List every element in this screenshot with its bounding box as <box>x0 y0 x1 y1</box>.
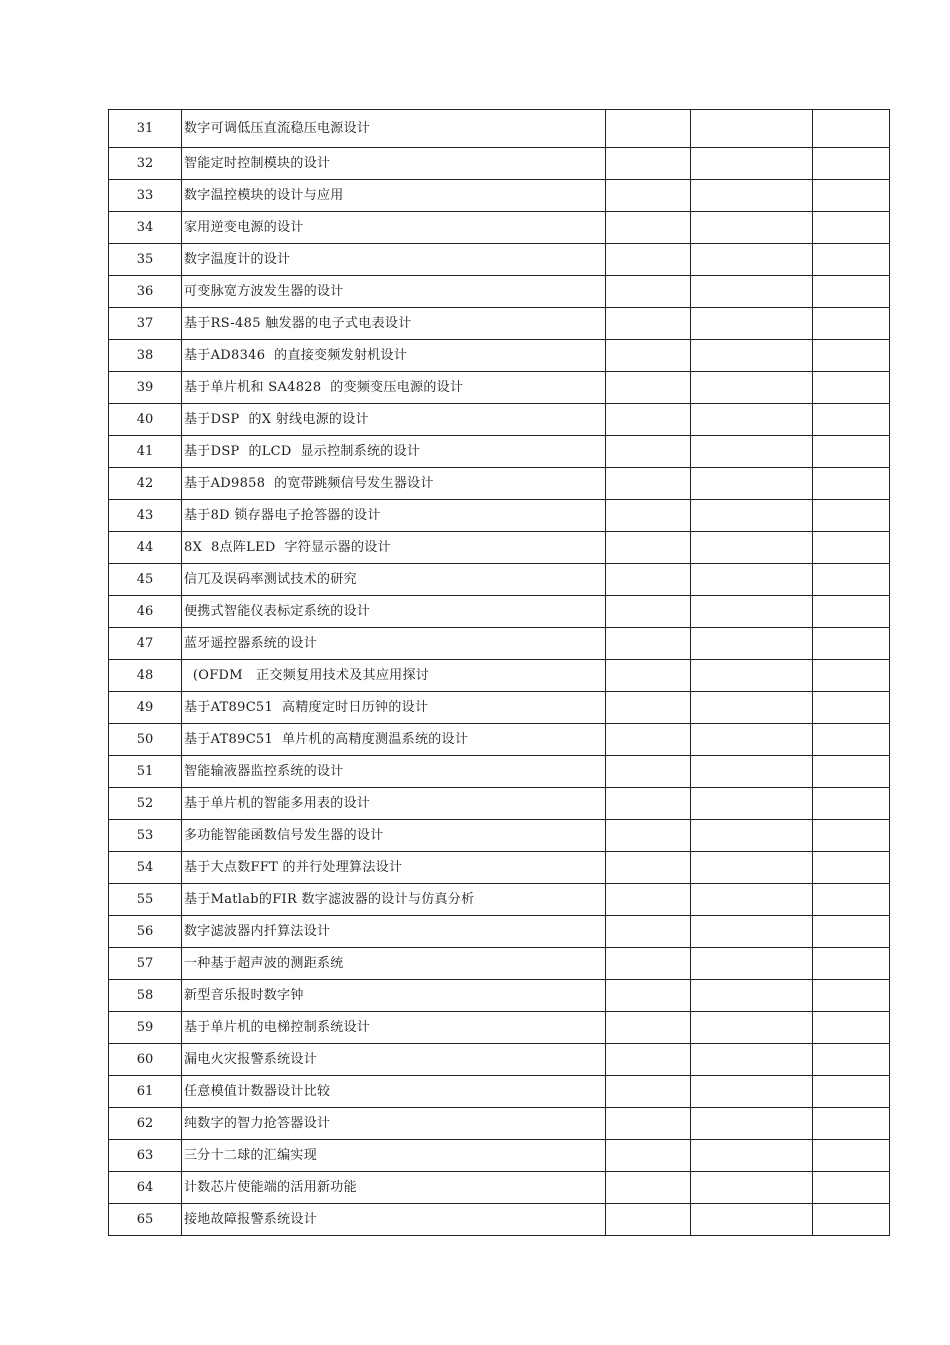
empty-cell-2 <box>691 1044 813 1076</box>
empty-cell-3 <box>813 692 890 724</box>
row-number-cell: 52 <box>109 788 182 820</box>
row-number-cell: 35 <box>109 244 182 276</box>
empty-cell-2 <box>691 110 813 148</box>
topic-title-text: 任意模值计数器设计比较 <box>184 1083 331 1099</box>
topic-title-text: 数字滤波器内扦算法设计 <box>184 923 331 939</box>
table-row <box>109 244 890 276</box>
empty-cell-1 <box>606 1076 691 1108</box>
topic-title-text: 数字温度计的设计 <box>184 251 291 267</box>
topic-title-text: 8X 8点阵LED 字符显示器的设计 <box>184 539 391 555</box>
empty-cell-3 <box>813 820 890 852</box>
empty-cell-2 <box>691 660 813 692</box>
topic-title-text: 基于单片机的电梯控制系统设计 <box>184 1019 371 1035</box>
topic-title-cell <box>182 532 606 564</box>
topic-title-text: 便携式智能仪表标定系统的设计 <box>184 603 371 619</box>
topic-title-cell <box>182 692 606 724</box>
topic-title-text: 家用逆变电源的设计 <box>184 219 304 235</box>
topic-title-text: 一种基于超声波的测距系统 <box>184 955 344 971</box>
table-row <box>109 820 890 852</box>
table-row <box>109 692 890 724</box>
empty-cell-2 <box>691 1108 813 1140</box>
empty-cell-2 <box>691 1204 813 1236</box>
row-number-cell: 46 <box>109 596 182 628</box>
topic-title-cell <box>182 596 606 628</box>
topics-table-body <box>109 110 890 1236</box>
topic-title-text: 基于RS-485 触发器的电子式电表设计 <box>184 315 412 331</box>
empty-cell-1 <box>606 1204 691 1236</box>
topic-title-cell <box>182 884 606 916</box>
empty-cell-1 <box>606 948 691 980</box>
empty-cell-1 <box>606 820 691 852</box>
empty-cell-3 <box>813 372 890 404</box>
empty-cell-3 <box>813 628 890 660</box>
topic-title-cell <box>182 180 606 212</box>
row-number-cell: 41 <box>109 436 182 468</box>
empty-cell-3 <box>813 180 890 212</box>
empty-cell-1 <box>606 404 691 436</box>
row-number-cell: 44 <box>109 532 182 564</box>
topic-title-text: 计数芯片使能端的活用新功能 <box>184 1179 357 1195</box>
empty-cell-2 <box>691 1076 813 1108</box>
empty-cell-3 <box>813 1140 890 1172</box>
empty-cell-3 <box>813 1108 890 1140</box>
empty-cell-3 <box>813 916 890 948</box>
topic-title-cell <box>182 500 606 532</box>
empty-cell-2 <box>691 276 813 308</box>
table-row <box>109 788 890 820</box>
empty-cell-3 <box>813 276 890 308</box>
topic-title-cell <box>182 244 606 276</box>
topic-title-cell <box>182 1108 606 1140</box>
empty-cell-3 <box>813 148 890 180</box>
empty-cell-1 <box>606 500 691 532</box>
empty-cell-3 <box>813 788 890 820</box>
table-row <box>109 110 890 148</box>
empty-cell-1 <box>606 564 691 596</box>
empty-cell-2 <box>691 628 813 660</box>
topic-title-cell <box>182 724 606 756</box>
empty-cell-1 <box>606 1140 691 1172</box>
row-number-cell: 37 <box>109 308 182 340</box>
topic-title-text: 基于Matlab的FIR 数字滤波器的设计与仿真分析 <box>184 891 475 907</box>
table-row <box>109 1204 890 1236</box>
table-row <box>109 1140 890 1172</box>
row-number-cell: 31 <box>109 110 182 148</box>
table-row <box>109 884 890 916</box>
empty-cell-3 <box>813 1044 890 1076</box>
row-number-cell: 56 <box>109 916 182 948</box>
topic-title-cell <box>182 1012 606 1044</box>
topic-title-text: 基于AT89C51 单片机的高精度测温系统的设计 <box>184 731 469 747</box>
topic-title-text: 智能输液器监控系统的设计 <box>184 763 344 779</box>
row-number-cell: 38 <box>109 340 182 372</box>
empty-cell-2 <box>691 340 813 372</box>
topic-title-text: 蓝牙遥控器系统的设计 <box>184 635 318 651</box>
empty-cell-2 <box>691 532 813 564</box>
table-row <box>109 1044 890 1076</box>
row-number-cell: 43 <box>109 500 182 532</box>
empty-cell-3 <box>813 596 890 628</box>
topic-title-cell <box>182 916 606 948</box>
empty-cell-2 <box>691 948 813 980</box>
empty-cell-3 <box>813 1012 890 1044</box>
topic-title-text: (OFDM 正交频复用技术及其应用探讨 <box>184 667 430 683</box>
empty-cell-2 <box>691 212 813 244</box>
row-number-cell: 33 <box>109 180 182 212</box>
row-number-cell: 53 <box>109 820 182 852</box>
table-row <box>109 468 890 500</box>
empty-cell-2 <box>691 820 813 852</box>
table-row <box>109 948 890 980</box>
row-number-cell: 65 <box>109 1204 182 1236</box>
empty-cell-1 <box>606 436 691 468</box>
topic-title-text: 基于AT89C51 高精度定时日历钟的设计 <box>184 699 429 715</box>
table-row <box>109 756 890 788</box>
row-number-cell: 58 <box>109 980 182 1012</box>
empty-cell-2 <box>691 916 813 948</box>
row-number-cell: 64 <box>109 1172 182 1204</box>
empty-cell-3 <box>813 660 890 692</box>
table-row <box>109 660 890 692</box>
topics-table <box>108 109 890 1236</box>
empty-cell-3 <box>813 884 890 916</box>
topic-title-cell <box>182 212 606 244</box>
empty-cell-3 <box>813 1172 890 1204</box>
topic-title-cell <box>182 276 606 308</box>
empty-cell-1 <box>606 1172 691 1204</box>
empty-cell-2 <box>691 692 813 724</box>
topic-title-text: 漏电火灾报警系统设计 <box>184 1051 318 1067</box>
table-row <box>109 724 890 756</box>
topic-title-text: 可变脉宽方波发生器的设计 <box>184 283 344 299</box>
empty-cell-3 <box>813 1204 890 1236</box>
empty-cell-1 <box>606 596 691 628</box>
topic-title-text: 基于单片机的智能多用表的设计 <box>184 795 371 811</box>
topic-title-text: 基于DSP 的LCD 显示控制系统的设计 <box>184 443 421 459</box>
empty-cell-1 <box>606 276 691 308</box>
topic-title-text: 智能定时控制模块的设计 <box>184 155 331 171</box>
topic-title-text: 基于单片机和 SA4828 的变频变压电源的设计 <box>184 379 464 395</box>
table-row <box>109 1172 890 1204</box>
empty-cell-3 <box>813 948 890 980</box>
topic-title-text: 接地故障报警系统设计 <box>184 1211 318 1227</box>
topic-title-text: 新型音乐报时数字钟 <box>184 987 304 1003</box>
topic-title-cell <box>182 788 606 820</box>
empty-cell-3 <box>813 468 890 500</box>
empty-cell-1 <box>606 1108 691 1140</box>
topic-title-text: 基于DSP 的X 射线电源的设计 <box>184 411 369 427</box>
empty-cell-3 <box>813 308 890 340</box>
topic-title-cell <box>182 852 606 884</box>
table-row <box>109 628 890 660</box>
empty-cell-3 <box>813 500 890 532</box>
topic-title-text: 基于8D 锁存器电子抢答器的设计 <box>184 507 381 523</box>
row-number-cell: 55 <box>109 884 182 916</box>
topic-title-cell <box>182 564 606 596</box>
empty-cell-1 <box>606 468 691 500</box>
row-number-cell: 34 <box>109 212 182 244</box>
empty-cell-3 <box>813 852 890 884</box>
topic-title-text: 信兀及误码率测试技术的研究 <box>184 571 357 587</box>
empty-cell-3 <box>813 980 890 1012</box>
empty-cell-1 <box>606 884 691 916</box>
empty-cell-2 <box>691 500 813 532</box>
topic-title-cell <box>182 756 606 788</box>
empty-cell-2 <box>691 596 813 628</box>
row-number-cell: 60 <box>109 1044 182 1076</box>
row-number-cell: 59 <box>109 1012 182 1044</box>
table-row <box>109 276 890 308</box>
table-row <box>109 212 890 244</box>
empty-cell-3 <box>813 436 890 468</box>
topic-title-cell <box>182 1044 606 1076</box>
empty-cell-1 <box>606 692 691 724</box>
row-number-cell: 45 <box>109 564 182 596</box>
empty-cell-1 <box>606 244 691 276</box>
table-row <box>109 372 890 404</box>
empty-cell-3 <box>813 756 890 788</box>
empty-cell-3 <box>813 724 890 756</box>
empty-cell-3 <box>813 404 890 436</box>
empty-cell-1 <box>606 852 691 884</box>
empty-cell-3 <box>813 110 890 148</box>
empty-cell-1 <box>606 308 691 340</box>
table-row <box>109 852 890 884</box>
empty-cell-2 <box>691 788 813 820</box>
empty-cell-1 <box>606 724 691 756</box>
row-number-cell: 57 <box>109 948 182 980</box>
topic-title-cell <box>182 468 606 500</box>
table-row <box>109 180 890 212</box>
table-row <box>109 1108 890 1140</box>
empty-cell-2 <box>691 436 813 468</box>
table-row <box>109 436 890 468</box>
row-number-cell: 61 <box>109 1076 182 1108</box>
topic-title-cell <box>182 1172 606 1204</box>
topic-title-cell <box>182 1076 606 1108</box>
table-row <box>109 980 890 1012</box>
empty-cell-1 <box>606 532 691 564</box>
row-number-cell: 48 <box>109 660 182 692</box>
empty-cell-2 <box>691 372 813 404</box>
row-number-cell: 50 <box>109 724 182 756</box>
row-number-cell: 62 <box>109 1108 182 1140</box>
table-row <box>109 308 890 340</box>
table-row <box>109 148 890 180</box>
empty-cell-1 <box>606 180 691 212</box>
table-row <box>109 564 890 596</box>
row-number-cell: 40 <box>109 404 182 436</box>
topic-title-text: 数字可调低压直流稳压电源设计 <box>184 120 371 136</box>
topic-title-text: 基于AD8346 的直接变频发射机设计 <box>184 347 408 363</box>
row-number-cell: 39 <box>109 372 182 404</box>
empty-cell-1 <box>606 148 691 180</box>
topic-title-text: 纯数字的智力抢答器设计 <box>184 1115 331 1131</box>
topic-title-cell <box>182 1140 606 1172</box>
empty-cell-1 <box>606 340 691 372</box>
table-row <box>109 916 890 948</box>
empty-cell-3 <box>813 532 890 564</box>
topic-title-cell <box>182 372 606 404</box>
empty-cell-2 <box>691 724 813 756</box>
row-number-cell: 47 <box>109 628 182 660</box>
empty-cell-2 <box>691 404 813 436</box>
row-number-cell: 36 <box>109 276 182 308</box>
empty-cell-1 <box>606 1044 691 1076</box>
empty-cell-3 <box>813 564 890 596</box>
topic-title-cell <box>182 820 606 852</box>
topic-title-cell <box>182 948 606 980</box>
empty-cell-1 <box>606 372 691 404</box>
empty-cell-1 <box>606 660 691 692</box>
empty-cell-1 <box>606 1012 691 1044</box>
table-row <box>109 596 890 628</box>
empty-cell-2 <box>691 1172 813 1204</box>
topic-title-text: 三分十二球的汇编实现 <box>184 1147 318 1163</box>
empty-cell-1 <box>606 110 691 148</box>
topic-title-text: 基于大点数FFT 的并行处理算法设计 <box>184 859 403 875</box>
topic-title-cell <box>182 404 606 436</box>
topic-title-cell <box>182 660 606 692</box>
empty-cell-3 <box>813 340 890 372</box>
table-row <box>109 532 890 564</box>
topic-title-cell <box>182 980 606 1012</box>
empty-cell-1 <box>606 980 691 1012</box>
topic-title-cell <box>182 628 606 660</box>
empty-cell-2 <box>691 884 813 916</box>
empty-cell-2 <box>691 1140 813 1172</box>
topic-title-cell <box>182 148 606 180</box>
empty-cell-2 <box>691 148 813 180</box>
empty-cell-1 <box>606 628 691 660</box>
row-number-cell: 49 <box>109 692 182 724</box>
row-number-cell: 63 <box>109 1140 182 1172</box>
topic-title-cell <box>182 340 606 372</box>
topic-title-text: 基于AD9858 的宽带跳频信号发生器设计 <box>184 475 434 491</box>
empty-cell-2 <box>691 1012 813 1044</box>
empty-cell-1 <box>606 916 691 948</box>
empty-cell-1 <box>606 788 691 820</box>
row-number-cell: 32 <box>109 148 182 180</box>
table-row <box>109 500 890 532</box>
empty-cell-2 <box>691 852 813 884</box>
table-row <box>109 1076 890 1108</box>
empty-cell-2 <box>691 468 813 500</box>
table-row <box>109 404 890 436</box>
row-number-cell: 42 <box>109 468 182 500</box>
topic-title-cell <box>182 308 606 340</box>
empty-cell-2 <box>691 308 813 340</box>
empty-cell-2 <box>691 564 813 596</box>
empty-cell-2 <box>691 180 813 212</box>
table-row <box>109 1012 890 1044</box>
row-number-cell: 54 <box>109 852 182 884</box>
topic-title-cell <box>182 436 606 468</box>
topic-title-cell <box>182 1204 606 1236</box>
topic-title-text: 数字温控模块的设计与应用 <box>184 187 344 203</box>
topic-title-text: 多功能智能函数信号发生器的设计 <box>184 827 384 843</box>
empty-cell-2 <box>691 980 813 1012</box>
row-number-cell: 51 <box>109 756 182 788</box>
empty-cell-3 <box>813 212 890 244</box>
empty-cell-3 <box>813 244 890 276</box>
empty-cell-3 <box>813 1076 890 1108</box>
empty-cell-2 <box>691 756 813 788</box>
empty-cell-1 <box>606 212 691 244</box>
table-row <box>109 340 890 372</box>
empty-cell-2 <box>691 244 813 276</box>
empty-cell-1 <box>606 756 691 788</box>
topic-title-cell <box>182 110 606 148</box>
